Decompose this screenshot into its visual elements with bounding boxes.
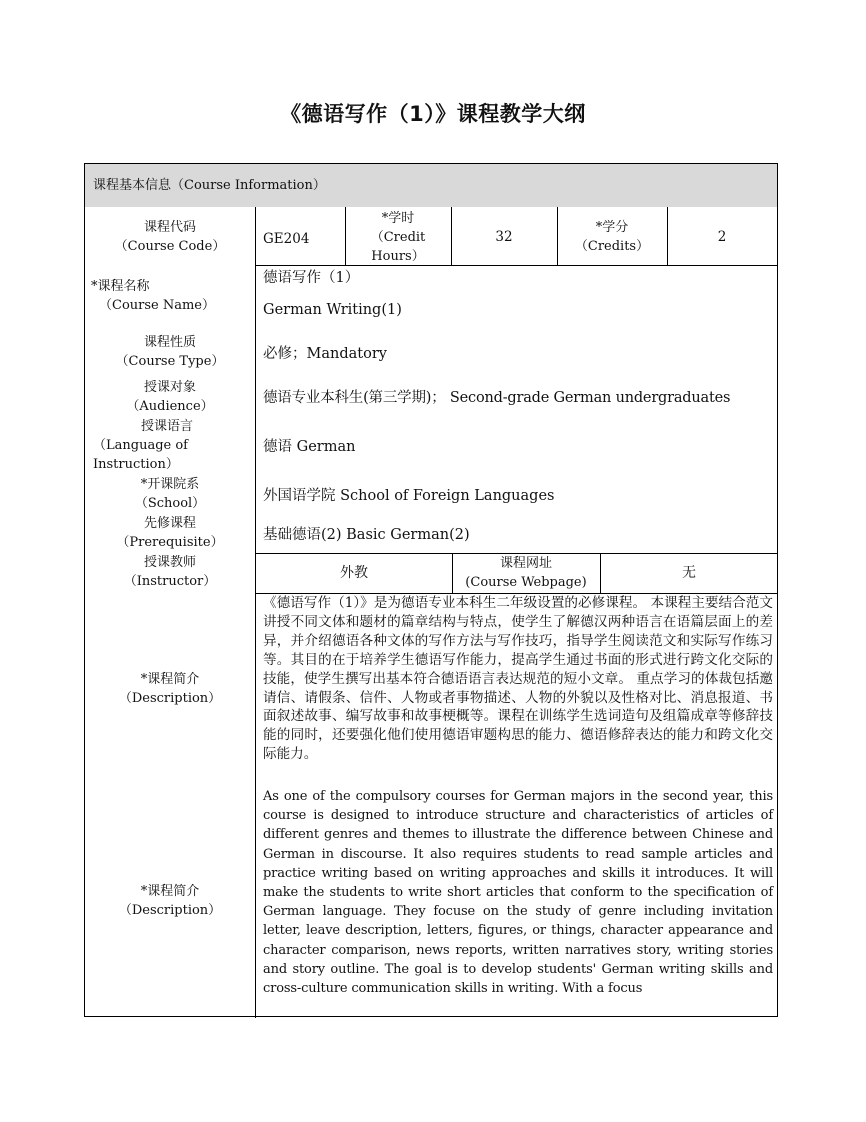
course-name-en: German Writing(1) [263, 302, 402, 318]
course-code-label: 课程代码 （Course Code） [114, 220, 226, 254]
audience-value: 德语专业本科生(第三学期)； Second-grade German undergraduates [263, 390, 731, 406]
page-title: 《德语写作（1）》课程教学大纲 [280, 102, 586, 126]
hours-label: *学时 （Credit Hours） [370, 211, 426, 264]
webpage-label: 课程网址 (Course Webpage) [465, 556, 587, 590]
section-header: 课程基本信息（Course Information） [85, 164, 777, 207]
credits-label: *学分 （Credits） [574, 220, 650, 254]
instructor-label: 授课教师 （Instructor） [123, 555, 217, 589]
description-en-label: *课程简介 （Description） [118, 884, 222, 918]
hours-value: 32 [495, 229, 513, 245]
instructor-value: 外教 [340, 565, 368, 581]
course-name-label: *课程名称 （Course Name） [91, 279, 216, 313]
description-cn-label: *课程简介 （Description） [118, 672, 222, 706]
audience-label: 授课对象 （Audience） [126, 380, 214, 414]
language-label: 授课语言 （Language of Instruction） [93, 419, 194, 472]
course-type-label: 课程性质 （Course Type） [115, 335, 225, 369]
prerequisite-label: 先修课程 （Prerequisite） [116, 516, 224, 550]
course-info-table [84, 163, 778, 1017]
course-code-value: GE204 [263, 231, 310, 247]
school-value: 外国语学院 School of Foreign Languages [263, 488, 555, 504]
school-label: *开课院系 （School） [134, 477, 206, 511]
credits-value: 2 [717, 229, 727, 245]
column-divider [255, 207, 256, 1018]
description-cn-text: 《德语写作（1）》是为德语专业本科生二年级设置的必修课程。 本课程主要结合范文讲授不同文体和题材的篇章结构与特点，使学生了解德汉两种语言在语篇层面上的差异，并介绍德语各种文体的写作方法与写作技巧，指导学生阅读范文和实际写作练习等。其目的在于培养学生德语写作能力，提高学生通过书面的形式进行跨文化交际的技能，使学生撰写出基本符合德语语言表达规范的短小文章。 重点学习的体裁包括邀请信、请假条、信件、人物或者事物描述、人物的外貌以及性格对比、消息报道、书面叙述故事、编写故事和故事梗概等。课程在训练学生选词造句及组篇成章等修辞技能的同时，还要强化他们使用德语审题构思的能力、德语修辞表达的能力和跨文化交际能力。 [263, 595, 773, 763]
course-type-value: 必修；Mandatory [263, 346, 387, 362]
course-name-cn: 德语写作（1） [263, 270, 360, 286]
description-en-text: As one of the compulsory courses for German majors in the second year, this course is designed to introduce structure and characteristics of articles of different genres and themes to illustrate the difference between Chinese and German in discourse. It also requires students to read sample articles and practice writing based on writing approaches and skills it introduces. It will make the students to write short articles that conform to the specification of German language. They focuse on the study of genre including invitation letter, leave description, letters, figures, or things, character appearance and character comparison, news reports, written narratives story, writing stories and story outline. The goal is to develop students' German writing skills and cross-culture communication skills in writing. With a focus [263, 789, 773, 997]
row-divider [256, 265, 778, 266]
webpage-value: 无 [682, 565, 696, 581]
prerequisite-value: 基础德语(2) Basic German(2) [263, 527, 470, 543]
language-value: 德语 German [263, 439, 356, 455]
